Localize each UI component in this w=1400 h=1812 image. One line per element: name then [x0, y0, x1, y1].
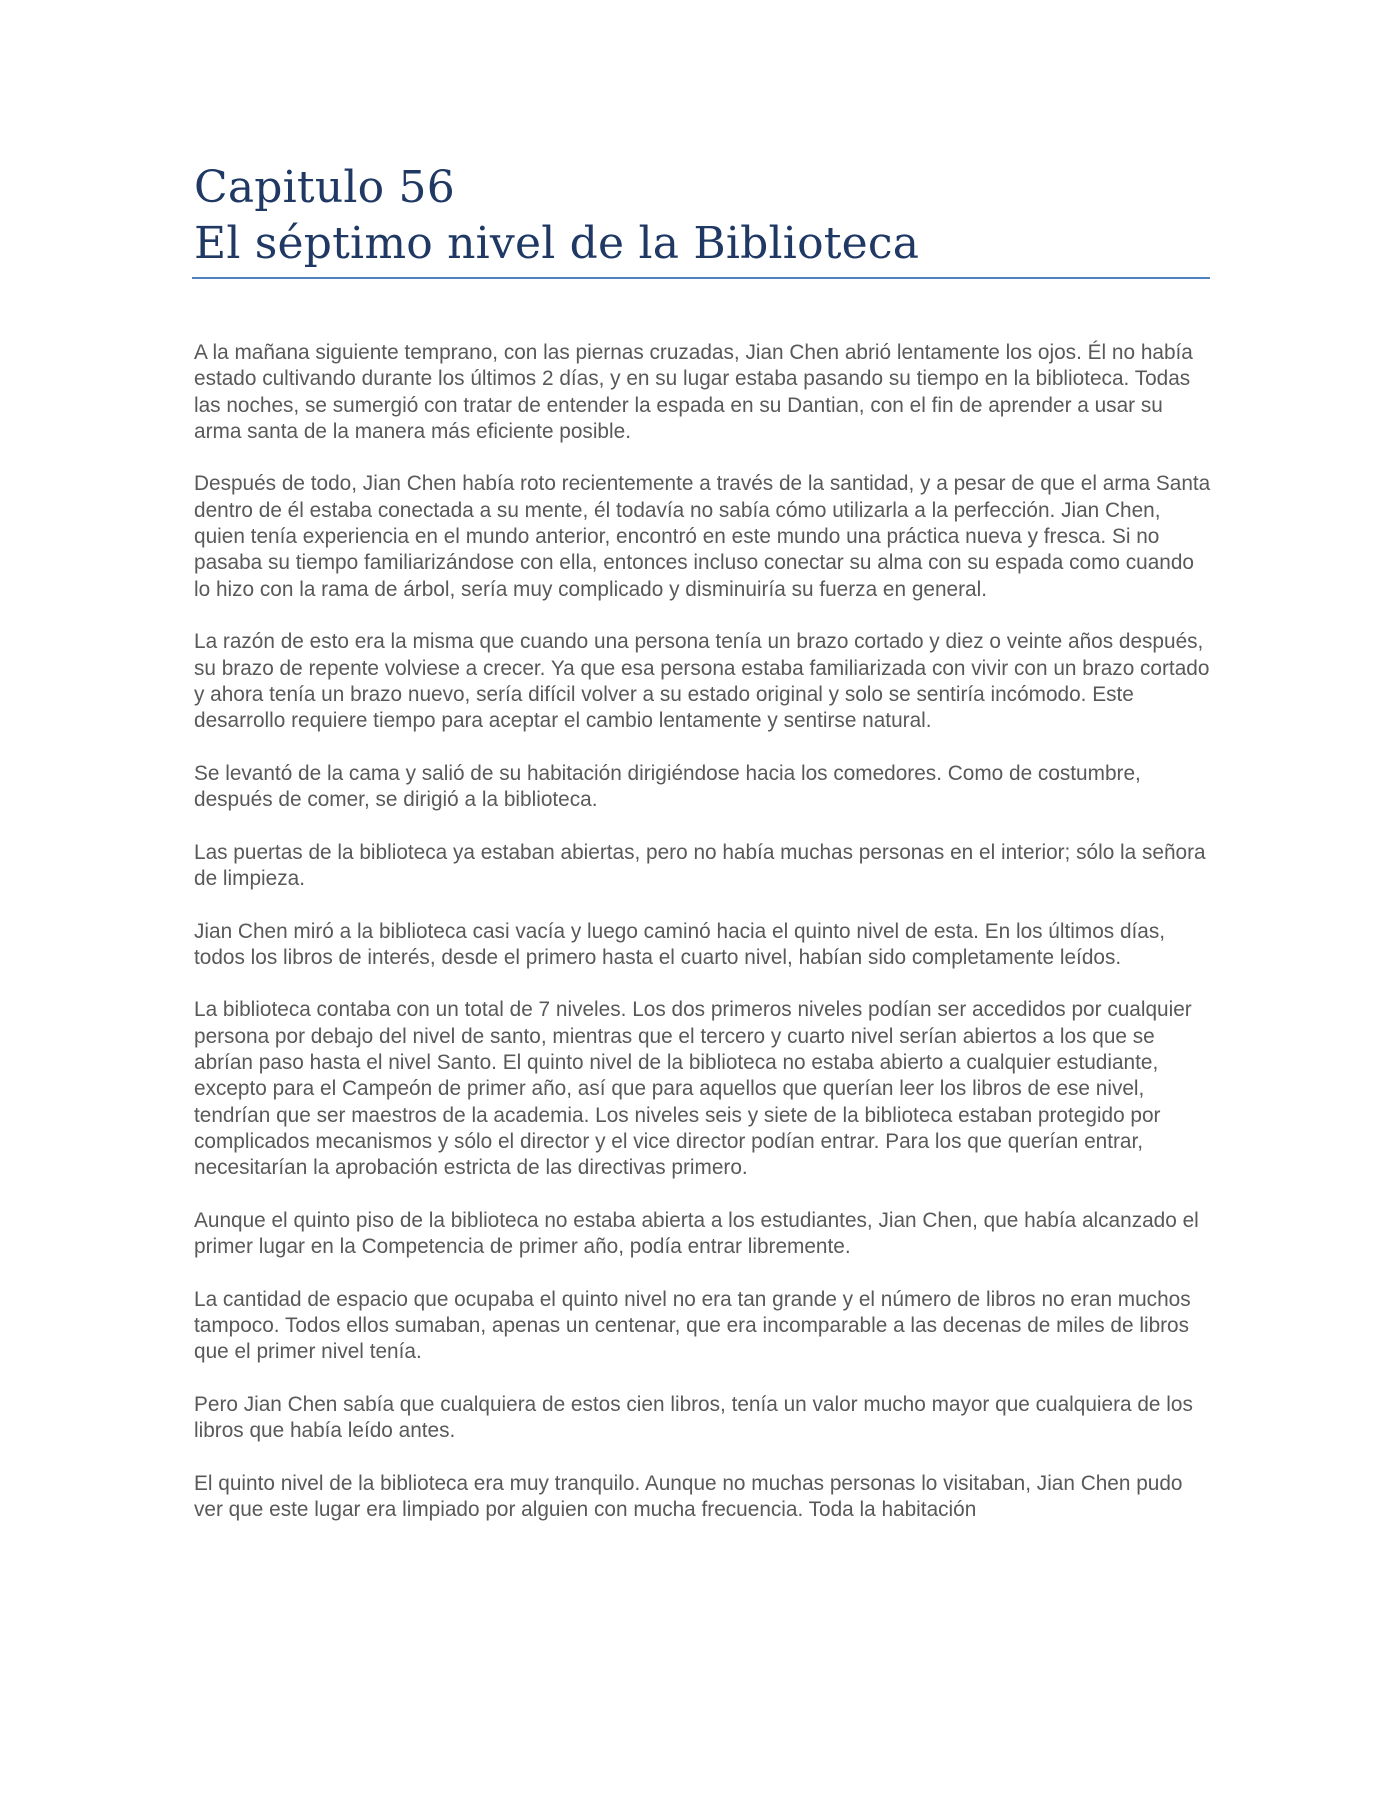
paragraph: Jian Chen miró a la biblioteca casi vacía y luego caminó hacia el quinto nivel de esta. En los últimos días, todos los libros de interés, desde el primero hasta el cuarto nivel, habían sido completamente leídos. — [194, 919, 1166, 969]
chapter-subtitle: El séptimo nivel de la Biblioteca — [194, 218, 920, 269]
chapter-number: Capitulo 56 — [194, 162, 455, 213]
chapter-title — [194, 160, 1210, 272]
paragraph: La biblioteca contaba con un total de 7 niveles. Los dos primeros niveles podían ser accedidos por cualquier persona por debajo del nivel de santo, mientras que el tercero y cuarto nivel serían abiertos a los que se abrían paso hasta el nivel Santo. El quinto nivel de la biblioteca no estaba abierto a cualquier estudiante, excepto para el Campeón de primer año, así que para aquellos que querían leer los libros de ese nivel, tendrían que ser maestros de la academia. Los niveles seis y siete de la biblioteca estaban protegido por complicados mecanismos y sólo el director y el vice director podían entrar. Para los que querían entrar, necesitarían la aprobación estricta de las directivas primero. — [194, 998, 1192, 1180]
paragraph: La cantidad de espacio que ocupaba el quinto nivel no era tan grande y el número de libros no eran muchos tampoco. Todos ellos sumaban, apenas un centenar, que era incomparable a las decenas de miles de libros que el primer nivel tenía. — [194, 1287, 1191, 1364]
paragraph: Aunque el quinto piso de la biblioteca no estaba abierta a los estudiantes, Jian Chen, que había alcanzado el primer lugar en la Competencia de primer año, podía entrar libremente. — [194, 1208, 1199, 1259]
paragraph: Se levantó de la cama y salió de su habitación dirigiéndose hacia los comedores. Como de costumbre, después de comer, se dirigió a la biblioteca. — [194, 761, 1141, 812]
paragraph: Las puertas de la biblioteca ya estaban abiertas, pero no había muchas personas en el interior; sólo la señora de limpieza. — [194, 840, 1206, 890]
paragraph: La razón de esto era la misma que cuando una persona tenía un brazo cortado y diez o veinte años después, su brazo de repente volviese a crecer. Ya que esa persona estaba familiarizada con vivir con un brazo cortado y ahora tenía un brazo nuevo, sería difícil volver a su estado original y solo se sentiría incómodo. Este desarrollo requiere tiempo para aceptar el cambio lentamente y sentirse natural. — [194, 630, 1210, 733]
paragraph: A la mañana siguiente temprano, con las piernas cruzadas, Jian Chen abrió lentamente los ojos. Él no había estado cultivando durante los últimos 2 días, y en su lugar estaba pasando su tiempo en la biblioteca. Todas las noches, se sumergió con tratar de entender la espada en su Dantian, con el fin de aprender a usar su arma santa de la manera más eficiente posible. — [194, 341, 1193, 443]
chapter-body — [194, 340, 1214, 1523]
paragraph: Después de todo, Jian Chen había roto recientemente a través de la santidad, y a pesar de que el arma Santa dentro de él estaba conectada a su mente, él todavía no sabía cómo utilizarla a la perfección. Jian Chen, quien tenía experiencia en el mundo anterior, encontró en este mundo una práctica nueva y fresca. Si no pasaba su tiempo familiarizándose con ella, entonces incluso conectar su alma con su espada como cuando lo hizo con la rama de árbol, sería muy complicado y disminuiría su fuerza en general. — [194, 472, 1211, 601]
paragraph: Pero Jian Chen sabía que cualquiera de estos cien libros, tenía un valor mucho mayor que cualquiera de los libros que había leído antes. — [194, 1392, 1193, 1443]
title-underline-divider — [192, 277, 1210, 279]
paragraph: El quinto nivel de la biblioteca era muy tranquilo. Aunque no muchas personas lo visitaban, Jian Chen pudo ver que este lugar era limpiado por alguien con mucha frecuencia. Toda la habitación — [194, 1471, 1183, 1522]
